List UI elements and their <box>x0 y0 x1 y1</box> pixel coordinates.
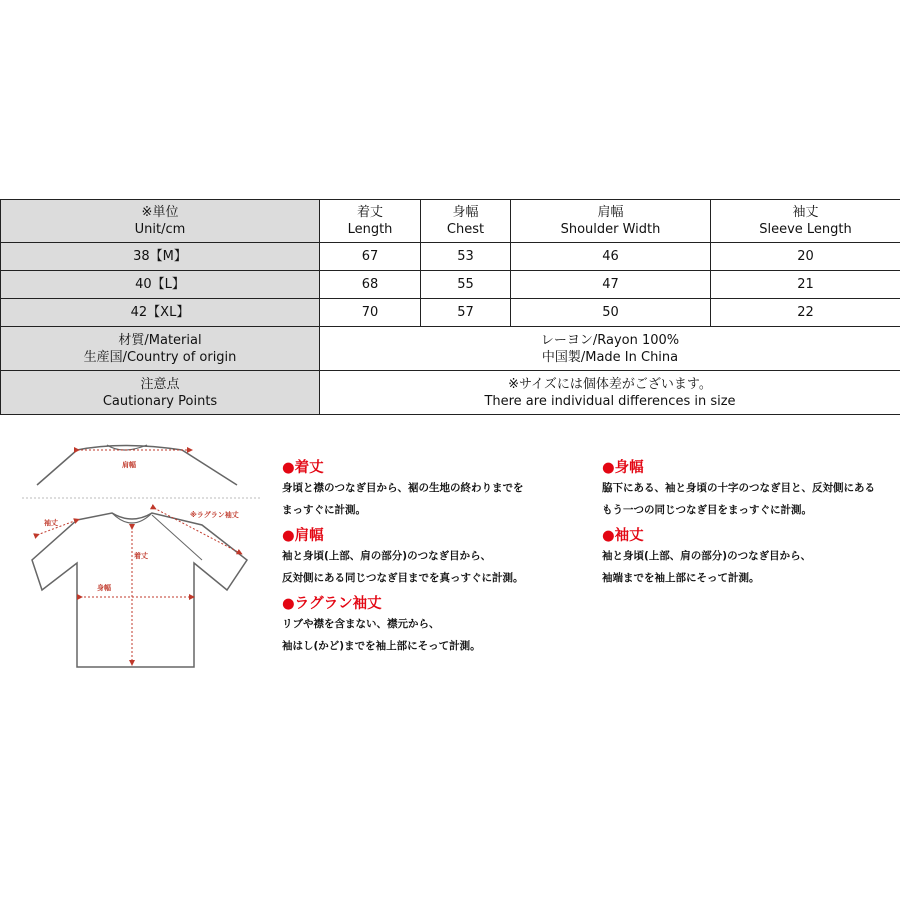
guide-sleeve-line2: 袖端までを袖上部にそって計測。 <box>602 572 760 584</box>
diagram-label-shoulder: 肩幅 <box>122 461 136 469</box>
chest-cell: 53 <box>421 243 511 271</box>
guide-shoulder-line2: 反対側にある同じつなぎ目までを真っすぐに計測。 <box>282 572 524 584</box>
header-chest: 身幅 Chest <box>421 200 511 243</box>
guide-length-line2: まっすぐに計測。 <box>282 504 366 516</box>
sleeve-cell: 22 <box>711 299 900 327</box>
guide-sleeve-title: ●袖丈 <box>602 528 644 544</box>
guide-chest-line1: 脇下にある、袖と身頃の十字のつなぎ目と、反対側にある <box>602 482 875 494</box>
length-cell: 70 <box>320 299 421 327</box>
size-table <box>0 199 900 415</box>
guide-shoulder <box>282 524 524 589</box>
material-value: レーヨン/Rayon 100% 中国製/Made In China <box>320 327 900 371</box>
shirt-back-outline <box>37 446 237 486</box>
material-row <box>1 327 900 371</box>
guide-length <box>282 456 524 521</box>
table-header-row <box>1 200 900 243</box>
sleeve-cell: 20 <box>711 243 900 271</box>
length-cell: 67 <box>320 243 421 271</box>
table-row <box>1 271 900 299</box>
guide-shoulder-line1: 袖と身頃(上部、肩の部分)のつなぎ目から、 <box>282 550 492 562</box>
table-row <box>1 299 900 327</box>
guide-raglan <box>282 592 481 657</box>
guide-length-title: ●着丈 <box>282 460 324 476</box>
shirt-front-outline <box>32 513 247 667</box>
guide-chest <box>602 456 875 521</box>
chest-cell: 57 <box>421 299 511 327</box>
garment-diagram <box>22 435 262 675</box>
guide-raglan-line2: 袖はし(かど)までを袖上部にそって計測。 <box>282 640 481 652</box>
size-cell: 42【XL】 <box>1 299 320 327</box>
guide-sleeve-line1: 袖と身頃(上部、肩の部分)のつなぎ目から、 <box>602 550 812 562</box>
size-cell: 40【L】 <box>1 271 320 299</box>
shoulder-cell: 50 <box>511 299 711 327</box>
length-cell: 68 <box>320 271 421 299</box>
chest-cell: 55 <box>421 271 511 299</box>
caution-row <box>1 371 900 415</box>
guide-sleeve <box>602 524 811 589</box>
shoulder-cell: 46 <box>511 243 711 271</box>
caution-value: ※サイズには個体差がございます。 There are individual differences in size <box>320 371 900 415</box>
shoulder-cell: 47 <box>511 271 711 299</box>
diagram-label-raglan: ※ラグラン袖丈 <box>190 511 239 519</box>
diagram-label-sleeve: 袖丈 <box>44 519 58 527</box>
header-shoulder: 肩幅 Shoulder Width <box>511 200 711 243</box>
guide-chest-line2: もう一つの同じつなぎ目をまっすぐに計測。 <box>602 504 812 516</box>
guide-raglan-line1: リブや襟を含まない、襟元から、 <box>282 618 440 630</box>
diagram-label-length: 着丈 <box>134 552 148 560</box>
header-length: 着丈 Length <box>320 200 421 243</box>
guide-shoulder-title: ●肩幅 <box>282 528 324 544</box>
header-unit: ※単位 Unit/cm <box>1 200 320 243</box>
guide-chest-title: ●身幅 <box>602 460 644 476</box>
table-row <box>1 243 900 271</box>
size-cell: 38【M】 <box>1 243 320 271</box>
guide-length-line1: 身頃と襟のつなぎ目から、裾の生地の終わりまでを <box>282 482 524 494</box>
diagram-label-chest: 身幅 <box>97 584 111 592</box>
guide-raglan-title: ●ラグラン袖丈 <box>282 596 382 612</box>
material-label: 材質/Material 生産国/Country of origin <box>1 327 320 371</box>
caution-label: 注意点 Cautionary Points <box>1 371 320 415</box>
sleeve-cell: 21 <box>711 271 900 299</box>
header-sleeve: 袖丈 Sleeve Length <box>711 200 900 243</box>
